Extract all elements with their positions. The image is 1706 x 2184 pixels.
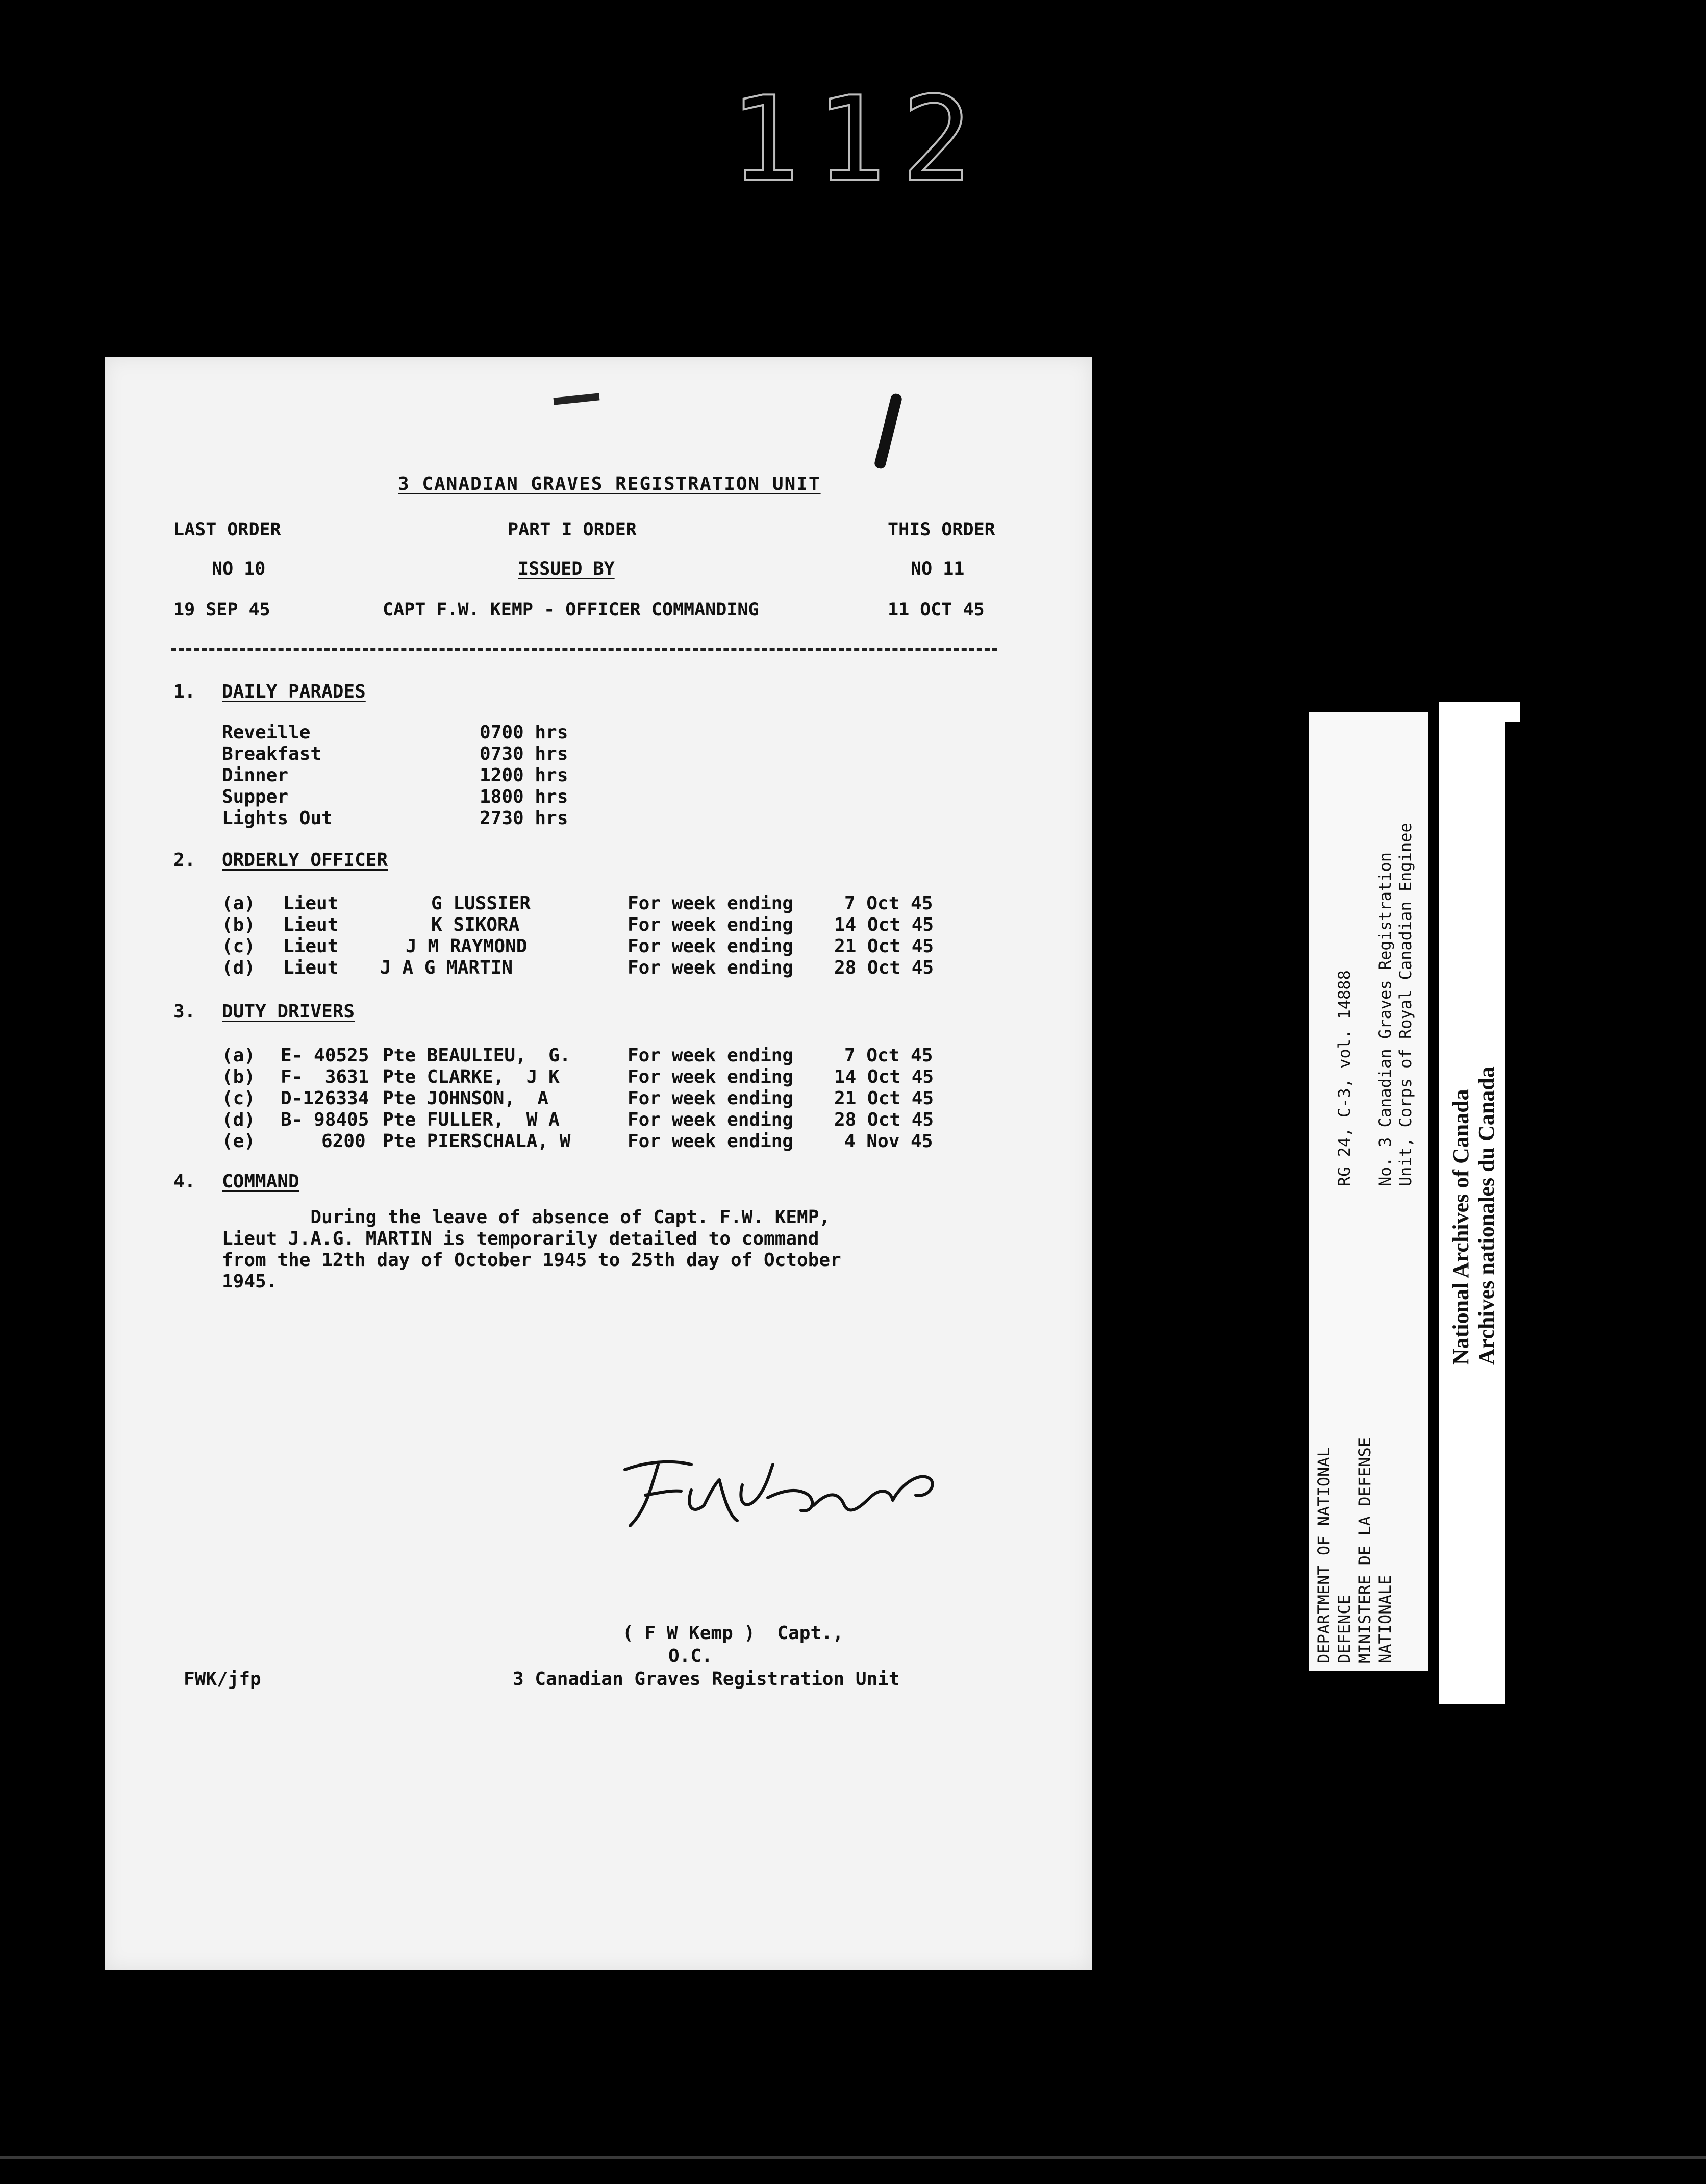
driver-name: Pte BEAULIEU, G. — [383, 1045, 571, 1066]
document-title: 3 CANADIAN GRAVES REGISTRATION UNIT — [398, 474, 821, 494]
signatory-unit: 3 Canadian Graves Registration Unit — [513, 1669, 900, 1690]
officer-rank: Lieut — [283, 936, 339, 957]
driver-number: E- 40525 — [281, 1045, 369, 1066]
this-order-number: NO 11 — [911, 559, 965, 579]
parade-time: 1800 hrs — [480, 786, 568, 807]
parade-time: 2730 hrs — [480, 808, 568, 829]
archives-name-en: National Archives of Canada — [1448, 1089, 1473, 1365]
dashed-separator — [171, 648, 997, 651]
this-order-date: 11 OCT 45 — [888, 600, 985, 620]
section-heading-orderly-officer: ORDERLY OFFICER — [222, 850, 388, 871]
section-heading-daily-parades: DAILY PARADES — [222, 681, 366, 702]
officer-name: J M RAYMOND — [406, 936, 528, 957]
officer-name: K SIKORA — [431, 914, 520, 935]
part-one-order-label: PART I ORDER — [508, 519, 637, 540]
section-number: 3. — [173, 1001, 196, 1022]
officer-week-date: 14 Oct 45 — [834, 914, 934, 935]
driver-week-date: 14 Oct 45 — [834, 1066, 934, 1087]
driver-week-label: For week ending — [628, 1045, 794, 1066]
parade-time: 1200 hrs — [480, 765, 568, 786]
officer-letter: (b) — [222, 914, 256, 935]
last-order-label: LAST ORDER — [173, 519, 281, 540]
driver-letter: (d) — [222, 1109, 256, 1130]
department-en-line-1: DEPARTMENT OF NATIONAL — [1314, 1447, 1334, 1664]
officer-letter: (d) — [222, 957, 256, 978]
typed-order-page — [105, 357, 1092, 1970]
film-edge-line — [0, 2156, 1706, 2159]
unit-line-1: No. 3 Canadian Graves Registration — [1375, 852, 1395, 1186]
driver-letter: (a) — [222, 1045, 256, 1066]
driver-number: F- 3631 — [281, 1066, 369, 1087]
command-paragraph-line: from the 12th day of October 1945 to 25th day of October — [222, 1250, 841, 1271]
this-order-label: THIS ORDER — [888, 519, 995, 540]
signatory-name: ( F W Kemp ) Capt., — [622, 1623, 844, 1644]
handwritten-signature — [615, 1449, 941, 1536]
command-paragraph-line: Lieut J.A.G. MARTIN is temporarily detailed to command — [222, 1228, 819, 1249]
section-heading-command: COMMAND — [222, 1171, 299, 1192]
parade-time: 0700 hrs — [480, 722, 568, 743]
driver-week-label: For week ending — [628, 1109, 794, 1130]
parade-item: Reveille — [222, 722, 311, 743]
record-group-reference: RG 24, C-3, vol. 14888 — [1335, 970, 1354, 1186]
driver-number: B- 98405 — [281, 1109, 369, 1130]
parade-item: Lights Out — [222, 808, 333, 829]
driver-name: Pte CLARKE, J K — [383, 1066, 560, 1087]
officer-week-date: 21 Oct 45 — [834, 936, 934, 957]
driver-week-date: 4 Nov 45 — [844, 1131, 933, 1152]
driver-letter: (b) — [222, 1066, 256, 1087]
last-order-date: 19 SEP 45 — [173, 600, 270, 620]
driver-week-label: For week ending — [628, 1131, 794, 1152]
driver-week-label: For week ending — [628, 1066, 794, 1087]
driver-name: Pte FULLER, W A — [383, 1109, 560, 1130]
officer-name: J A G MARTIN — [380, 957, 513, 978]
parade-time: 0730 hrs — [480, 743, 568, 764]
officer-rank: Lieut — [283, 893, 339, 914]
issuing-officer: CAPT F.W. KEMP - OFFICER COMMANDING — [383, 600, 759, 620]
officer-week-date: 7 Oct 45 — [844, 893, 933, 914]
officer-week-label: For week ending — [628, 893, 794, 914]
department-en-line-2: DEFENCE — [1335, 1595, 1354, 1664]
driver-week-label: For week ending — [628, 1088, 794, 1109]
officer-name: G LUSSIER — [431, 893, 531, 914]
driver-letter: (c) — [222, 1088, 256, 1109]
national-archives-label — [1439, 702, 1505, 1704]
driver-number: 6200 — [321, 1131, 366, 1152]
archives-name-fr: Archives nationales du Canada — [1474, 1066, 1499, 1365]
unit-line-2: Unit, Corps of Royal Canadian Enginee — [1396, 823, 1415, 1186]
driver-name: Pte PIERSCHALA, W — [383, 1131, 571, 1152]
parade-item: Supper — [222, 786, 289, 807]
officer-week-label: For week ending — [628, 957, 794, 978]
driver-letter: (e) — [222, 1131, 256, 1152]
officer-week-label: For week ending — [628, 936, 794, 957]
microfilm-frame-number: 112 — [730, 72, 988, 208]
officer-rank: Lieut — [283, 914, 339, 935]
pencil-stroke-mark — [873, 393, 903, 470]
section-number: 4. — [173, 1171, 196, 1192]
last-order-number: NO 10 — [212, 559, 266, 579]
driver-week-date: 7 Oct 45 — [844, 1045, 933, 1066]
officer-week-date: 28 Oct 45 — [834, 957, 934, 978]
driver-number: D-126334 — [281, 1088, 369, 1109]
parade-item: Breakfast — [222, 743, 322, 764]
section-heading-duty-drivers: DUTY DRIVERS — [222, 1001, 355, 1022]
department-fr-line-1: MINISTERE DE LA DEFENSE — [1355, 1437, 1374, 1664]
ink-mark — [554, 393, 600, 405]
driver-week-date: 21 Oct 45 — [834, 1088, 934, 1109]
command-paragraph-line: During the leave of absence of Capt. F.W. KEMP, — [222, 1207, 831, 1228]
section-number: 2. — [173, 850, 196, 871]
command-paragraph-line: 1945. — [222, 1271, 278, 1292]
archive-reference-label — [1309, 712, 1428, 1671]
department-fr-line-2: NATIONALE — [1375, 1575, 1395, 1664]
reference-initials: FWK/jfp — [184, 1669, 261, 1690]
driver-name: Pte JOHNSON, A — [383, 1088, 549, 1109]
officer-rank: Lieut — [283, 957, 339, 978]
signatory-role: O.C. — [668, 1646, 713, 1667]
driver-week-date: 28 Oct 45 — [834, 1109, 934, 1130]
section-number: 1. — [173, 681, 196, 702]
issued-by-label: ISSUED BY — [518, 559, 615, 579]
officer-week-label: For week ending — [628, 914, 794, 935]
officer-letter: (a) — [222, 893, 256, 914]
officer-letter: (c) — [222, 936, 256, 957]
parade-item: Dinner — [222, 765, 289, 786]
